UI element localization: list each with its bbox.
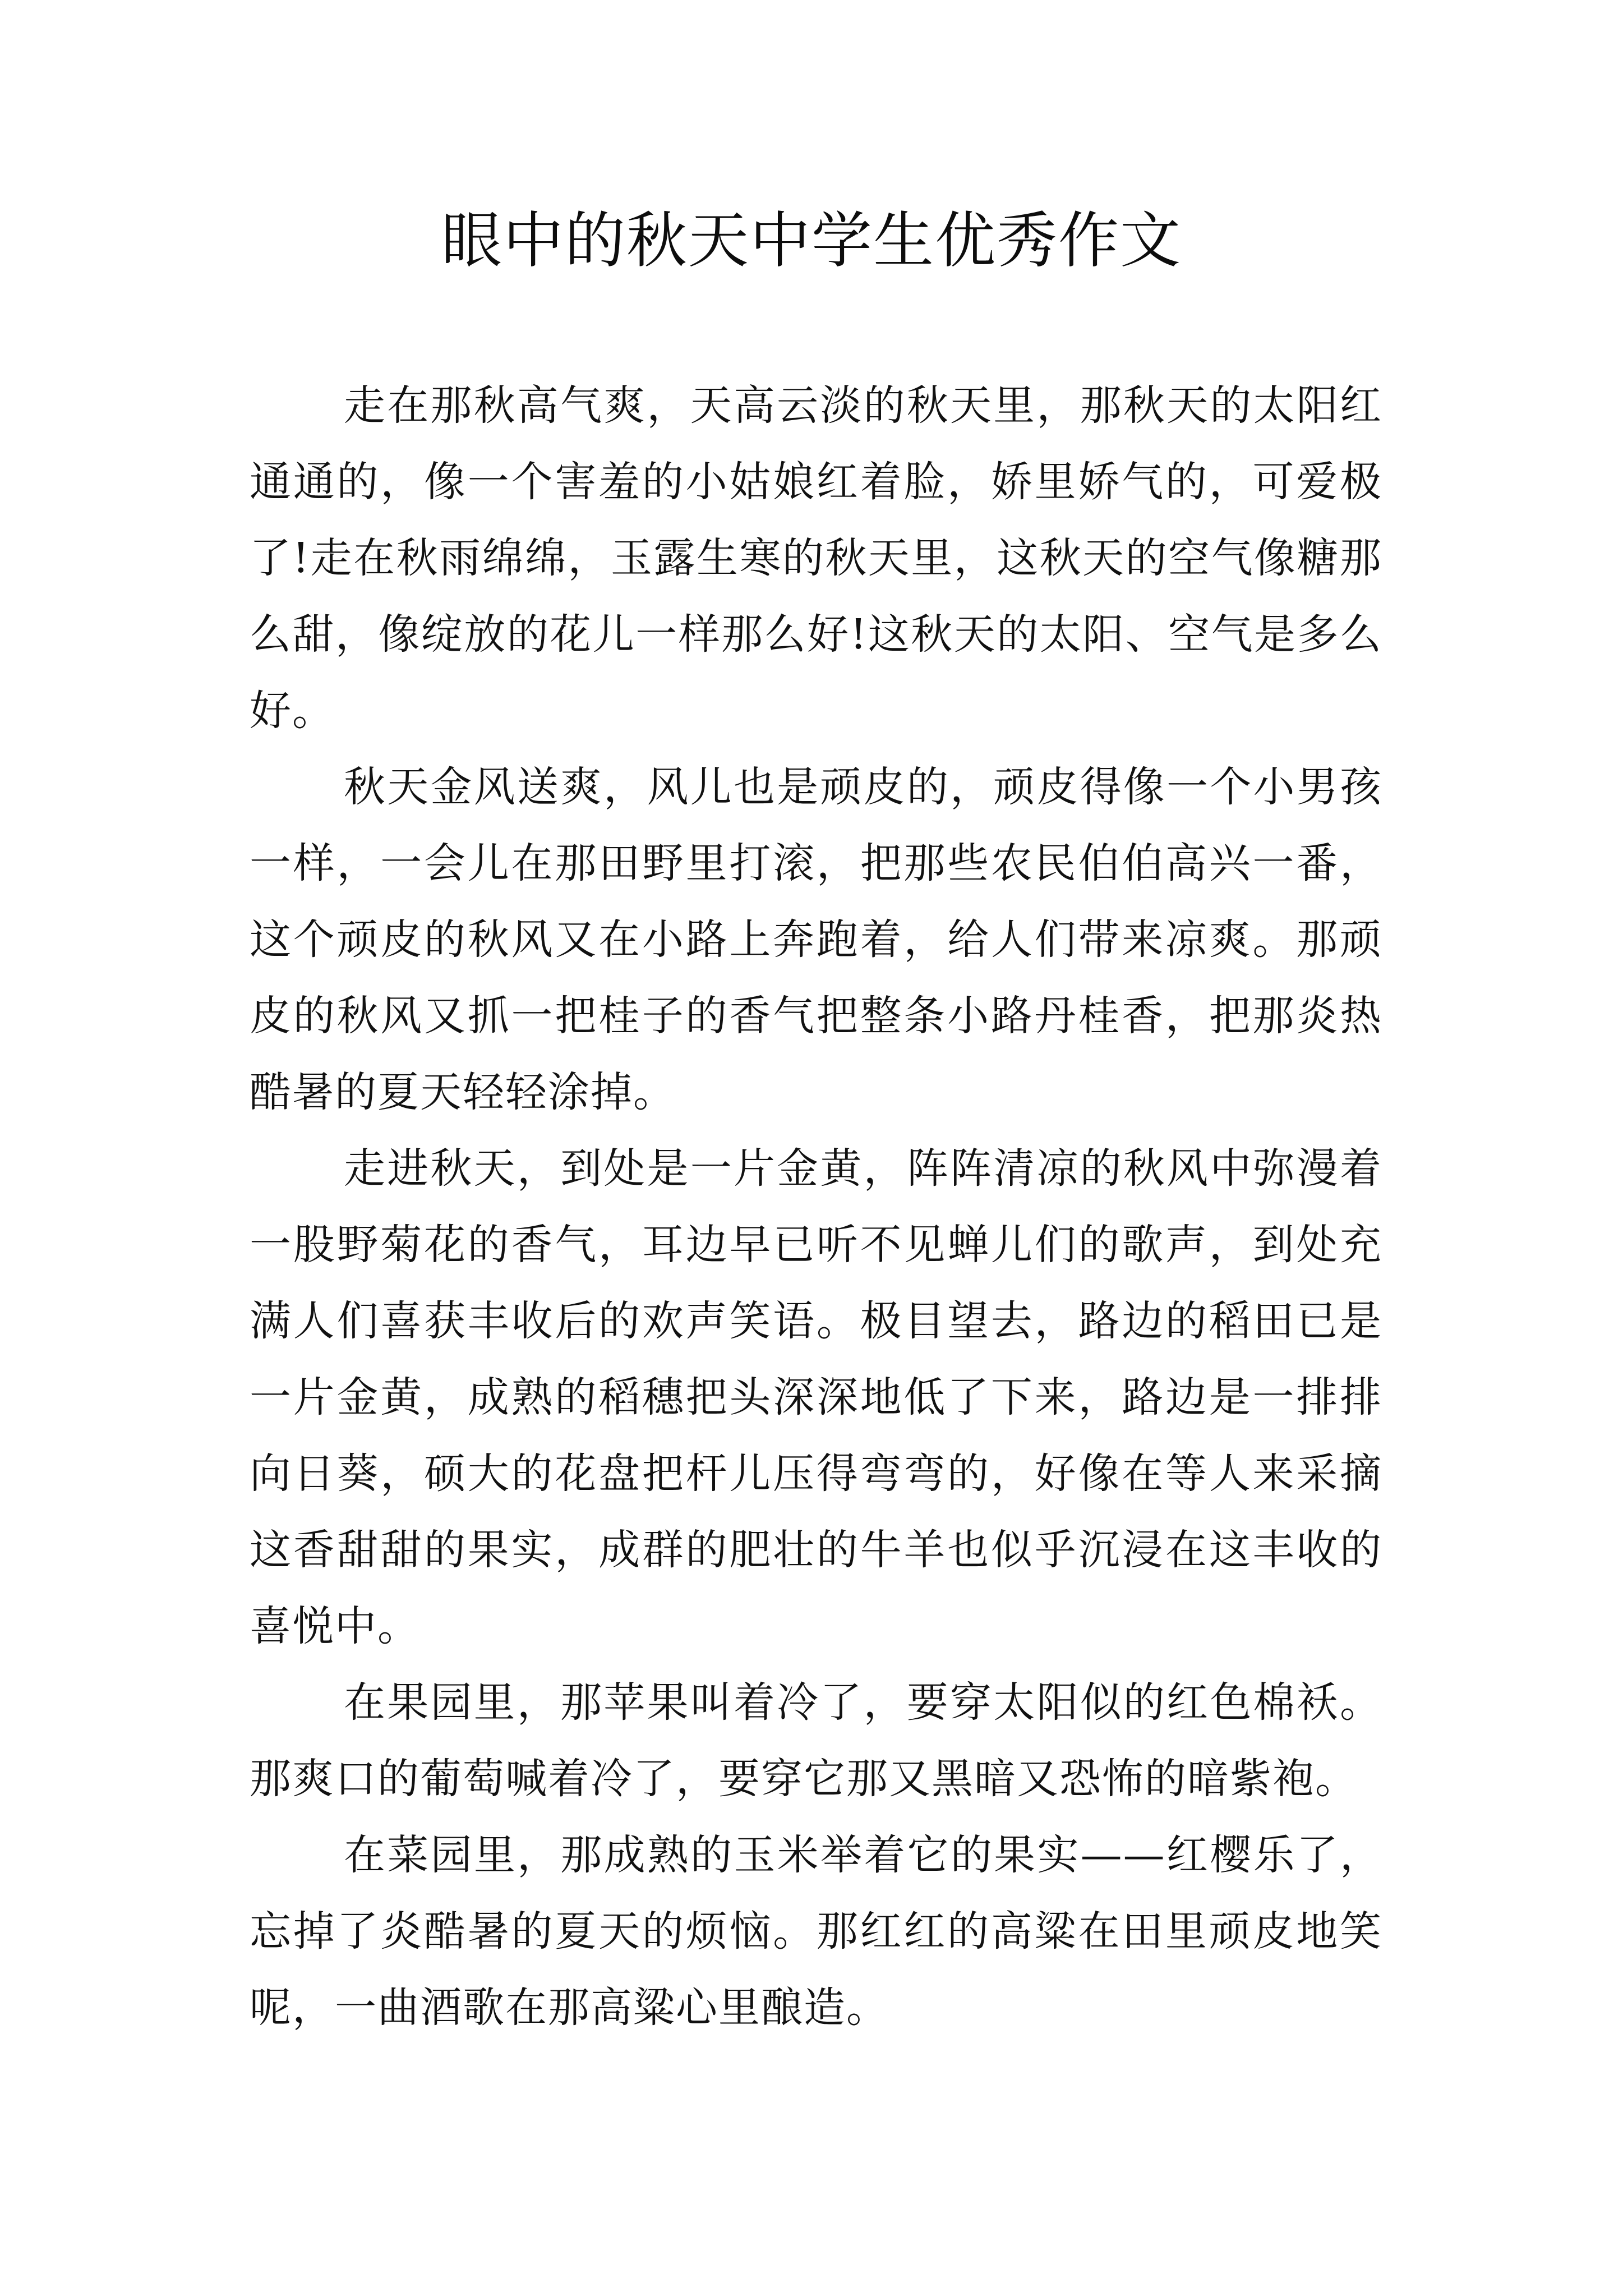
document-title: 眼中的秋天中学生优秀作文: [441, 206, 1182, 276]
paragraph-1: 走在那秋高气爽，天高云淡的秋天里，那秋天的太阳红通通的，像一个害羞的小姑娘红着脸，娇里娇气的，可爱极了!走在秋雨绵绵，玉露生寒的秋天里，这秋天的空气像糖那么甜，像绽放的花儿一样那么好!这秋天的太阳、空气是多么好。: [250, 381, 1382, 735]
paragraph-4: 在果园里，那苹果叫着冷了，要穿太阳似的红色棉袄。那爽口的葡萄喊着冷了，要穿它那又黑暗又恐怖的暗紫袍。: [250, 1678, 1382, 1803]
paragraph-5: 在菜园里，那成熟的玉米举着它的果实——红樱乐了，忘掉了炎酷暑的夏天的烦恼。那红红的高粱在田里顽皮地笑呢，一曲酒歌在那高粱心里酿造。: [250, 1831, 1382, 2032]
paragraph-3: 走进秋天，到处是一片金黄，阵阵清凉的秋风中弥漫着一股野菊花的香气，耳边早已听不见蝉儿们的歌声，到处充满人们喜获丰收后的欢声笑语。极目望去，路边的稻田已是一片金黄，成熟的稻穗把头深深地低了下来，路边是一排排向日葵，硕大的花盘把杆儿压得弯弯的，好像在等人来采摘这香甜甜的果实，成群的肥壮的牛羊也似乎沉浸在这丰收的喜悦中。: [250, 1144, 1382, 1650]
paragraph-2: 秋天金风送爽，风儿也是顽皮的，顽皮得像一个小男孩一样，一会儿在那田野里打滚，把那些农民伯伯高兴一番，这个顽皮的秋风又在小路上奔跑着，给人们带来凉爽。那顽皮的秋风又抓一把桂子的香气把整条小路丹桂香，把那炎热酷暑的夏天轻轻涂掉。: [250, 763, 1382, 1116]
document-body: [250, 367, 1382, 2046]
